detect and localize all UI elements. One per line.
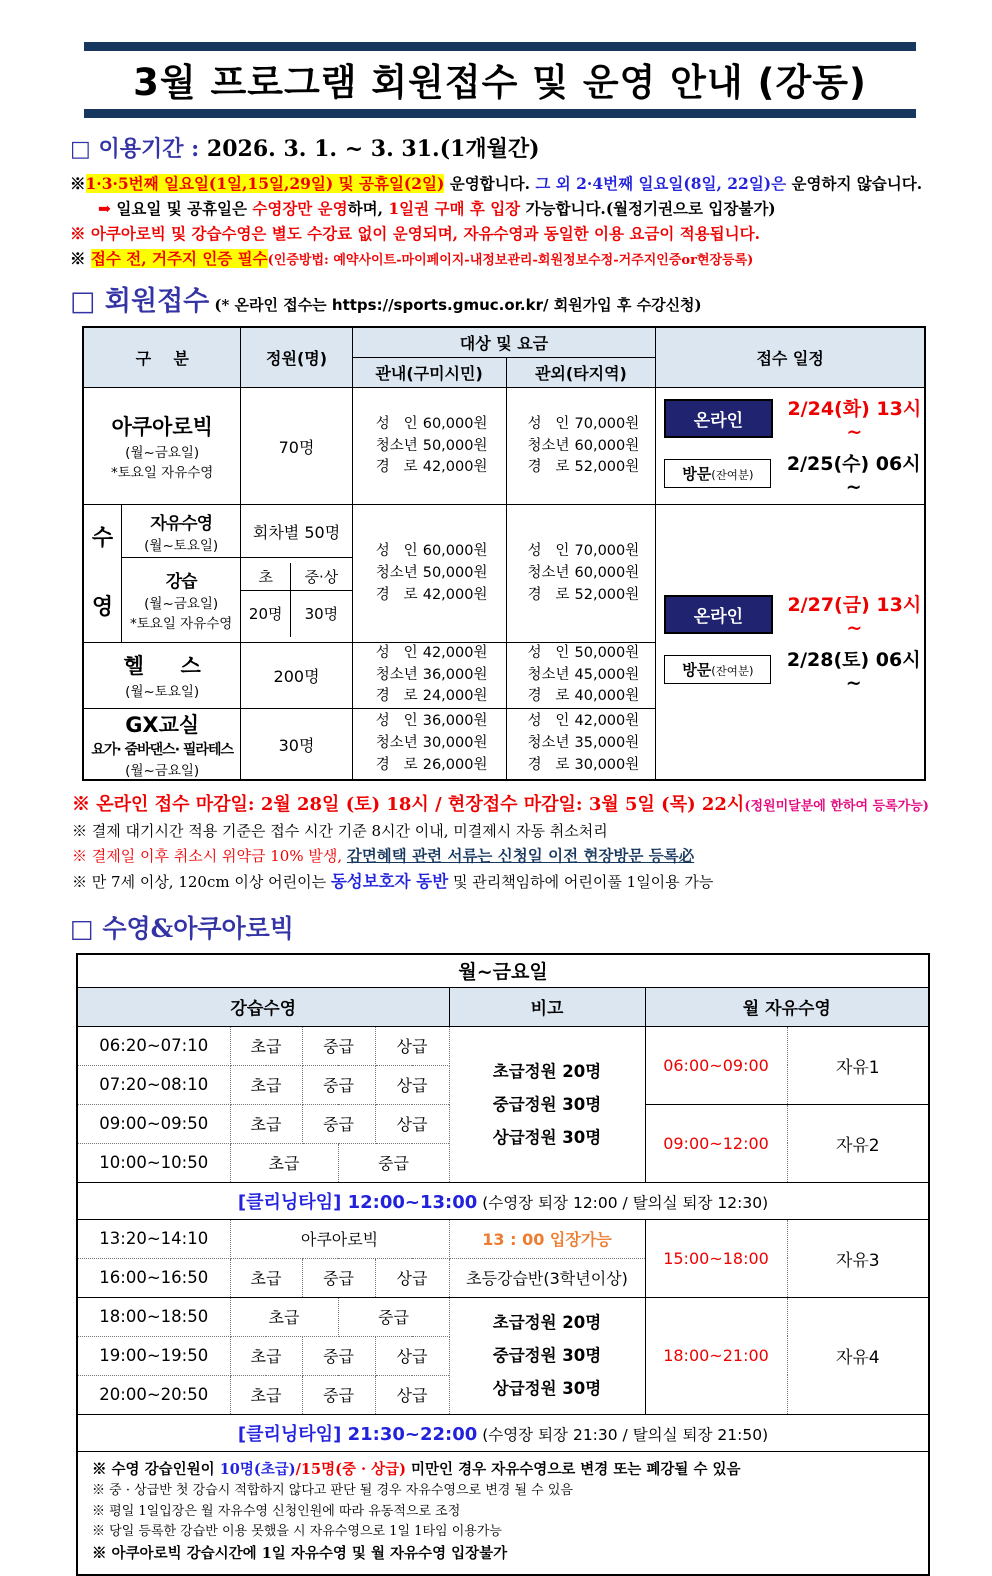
cleaning-detail: (수영장 퇴장 12:00 / 탈의실 퇴장 12:30) [477,1193,769,1212]
visit-badge [664,655,771,684]
t2-row-1800 [77,1297,929,1336]
fee-label: 경 로 [375,756,418,773]
aqua-entry-note: 13 : 00 입장가능 [449,1219,645,1258]
freeswim-capacity: 회차별 50명 [241,505,352,557]
lesson-days: (월~금요일) [144,596,219,613]
timetable-note-4: ※ 당일 등록한 강습반 이용 못했을 시 자유수영으로 1일 1타임 이용가능 [92,1523,502,1539]
notice-line-3: ※ 아쿠아로빅 및 강습수영은 별도 수강료 없이 운영되며, 자유수영과 동일한 이용 요금이 적용됩니다. [70,224,760,244]
evening-capacity-note [449,1297,645,1414]
fee-line [353,414,506,436]
level-intermediate: 중급 [302,1336,375,1375]
fee-label: 성 인 [375,415,418,432]
fee-amount: 70,000원 [574,415,640,432]
aqua-capacity: 70명 [241,388,352,505]
t2-row-0620 [77,1026,929,1065]
class-time: 16:00~16:50 [77,1258,230,1297]
t2-day-header: 월~금요일 [77,954,929,988]
reg-note-1 [72,791,930,819]
fee-label: 성 인 [527,415,570,432]
notice-1-text: 운영합니다. [444,174,531,193]
lesson-capacity-grid [241,563,351,637]
class-time: 19:00~19:50 [77,1336,230,1375]
fee-line [353,541,506,563]
fee-line [353,436,506,458]
level-beginner: 초급 [230,1143,338,1182]
free-swim-time-2: 09:00~12:00 [645,1104,787,1182]
freeswim-days: (월~토요일) [144,537,219,554]
fee-label: 경 로 [527,586,570,603]
lesson-capacity-cell [241,557,352,642]
fee-label: 청소년 [527,437,570,454]
aqua-fee-in [352,388,506,505]
level-intermediate: 중급 [302,1026,375,1065]
fee-line [507,585,656,607]
free-swim-label-2: 자유2 [787,1104,929,1182]
t1-header-gubun: 구 분 [83,327,241,388]
level-beginner: 초급 [230,1375,302,1414]
penalty-text: ※ 결제일 이후 취소시 위약금 10% 발생, [72,847,347,866]
fee-amount: 26,000원 [422,756,488,773]
class-time: 20:00~20:50 [77,1375,230,1414]
lesson-sat-note: *토요일 자유수영 [130,616,233,633]
schedule-online-row [664,394,924,443]
note1-pre: ※ 수영 강습인원이 [92,1460,220,1478]
reg-note-4 [72,869,930,895]
level-beginner: 초급 [230,1336,302,1375]
fee-line [507,436,656,458]
aqua-fee-out [506,388,656,505]
cleaning-label: [클리닝타임] 12:00~13:00 [237,1191,478,1213]
visit-badge [664,459,771,488]
visit-label: 방문 [682,661,712,680]
fee-label: 경 로 [527,688,570,705]
fee-line [353,457,506,479]
fee-label: 경 로 [375,688,418,705]
class-time: 07:20~08:10 [77,1065,230,1104]
visit-date: 2/28(토) 06시~ [786,649,921,695]
level-beginner: 초급 [230,1065,302,1104]
t1-header-schedule: 접수 일정 [656,327,925,388]
schedule-visit-row [664,645,924,694]
timetable-notes [77,1451,929,1575]
health-fee-in [352,642,506,708]
level-intermediate: 중급 [338,1297,449,1336]
fee-amount: 50,000원 [574,644,640,661]
child-note-pre: ※ 만 7세 이상, 120cm 이상 어린이는 [72,872,331,891]
fee-label: 경 로 [375,586,418,603]
timetable [76,953,930,1576]
morning-capacity-note [449,1026,645,1182]
arrow-icon: ➡ [98,199,111,219]
t2-header-row [77,987,929,1026]
notice-4-paren: (인증방법: 예약사이트-마이페이지-내정보관리-회원정보수정-거주지인증or현장등록) [267,253,754,269]
online-badge: 온라인 [664,595,772,634]
title-banner [84,42,916,118]
fee-amount: 24,000원 [422,688,488,705]
gx-days: (월~금요일) [125,763,200,780]
aqua-name: 아쿠아로빅 [111,415,213,440]
notice-4-mark: ※ [70,249,91,269]
aqua-class-cell: 아쿠아로빅 [230,1219,449,1258]
fee-amount: 50,000원 [422,437,488,454]
timetable-note-5: ※ 아쿠아로빅 강습시간에 1일 자유수영 및 월 자유수영 입장불가 [92,1544,508,1562]
gx-name: GX교실 [125,713,200,738]
member-heading-title: □ 회원접수 [70,286,210,318]
gx-classes: 요가· 줌바댄스· 필라테스 [91,742,233,759]
health-fee-out [506,642,656,708]
fee-amount: 45,000원 [574,666,640,683]
free-swim-time-1: 06:00~09:00 [645,1026,787,1104]
deadline-text: ※ 온라인 접수 마감일: 2월 28일 (토) 18시 / 현장접수 마감일: 3월 5일 (목) 22시 [72,794,745,816]
notice-2-text1: 일요일 및 공휴일은 [111,199,253,219]
fee-line [507,414,656,436]
swim-fee-out [506,505,656,642]
aqua-sat-note: *토요일 자유수영 [111,465,214,482]
discount-doc-text: 감면혜택 관련 서류는 신청일 이전 현장방문 등록必 [346,846,695,866]
t2-notes-row [77,1451,929,1575]
schedule-visit-row [664,449,924,498]
group-schedule-cell [656,505,925,780]
lesson-name: 강습 [165,572,197,593]
visit-date: 2/25(수) 06시~ [786,453,921,499]
fee-amount: 52,000원 [574,459,640,476]
usage-period-line [70,132,930,163]
fee-line [507,643,656,665]
fee-amount: 70,000원 [574,543,640,559]
swim-fee-in [352,505,506,642]
fee-line [507,755,656,777]
member-heading-sub-post: 회원가입 후 수강신청) [548,296,702,315]
fee-amount: 36,000원 [422,713,488,730]
level-advanced: 상급 [375,1026,449,1065]
cleaning-time-1 [77,1182,929,1219]
t1-header-fee-in: 관내(구미시민) [352,358,506,388]
usage-period-label: □ 이용기간 : [70,136,200,162]
fee-amount: 60,000원 [422,543,488,559]
registration-table [82,326,926,781]
banner-top-bar [84,42,916,51]
fee-label: 청소년 [527,666,570,683]
notice-line-1 [70,171,930,196]
fee-label: 성 인 [375,713,418,730]
fee-amount: 40,000원 [574,688,640,705]
fee-label: 경 로 [527,756,570,773]
page-title: 3월 프로그램 회원접수 및 운영 안내 (강동) [133,61,867,104]
class-time: 06:20~07:10 [77,1026,230,1065]
level-advanced: 상급 [375,1104,449,1143]
swim-group-label: 수영 [91,526,114,620]
fee-label: 성 인 [375,644,418,661]
capacity-note-line: 중급정원 30명 [492,1094,602,1114]
reg-note-3 [72,843,930,869]
level-beginner: 초급 [230,1104,302,1143]
free-swim-time-4: 18:00~21:00 [645,1297,787,1414]
fee-line [507,541,656,563]
level-beginner: 초급 [230,1297,338,1336]
fee-amount: 42,000원 [574,713,640,730]
fee-amount: 36,000원 [422,666,488,683]
fee-label: 청소년 [527,735,570,752]
class-time: 10:00~10:50 [77,1143,230,1182]
capacity-note-line: 초급정원 20명 [492,1313,602,1333]
online-date: 2/24(화) 13시~ [787,398,922,444]
t2-header-free: 월 자유수영 [645,987,929,1026]
level-intermediate: 중급 [302,1065,375,1104]
t1-header-fee-out: 관외(타지역) [506,358,656,388]
t1-header-row-1 [83,327,925,358]
fee-label: 성 인 [527,713,570,730]
fee-label: 경 로 [375,459,418,476]
fee-label: 청소년 [375,735,418,752]
health-program-cell [83,642,241,708]
fee-line [353,643,506,665]
fee-line [507,457,656,479]
class-time: 13:20~14:10 [77,1219,230,1258]
fee-label: 성 인 [527,644,570,661]
capacity-note-line: 초급정원 20명 [492,1061,602,1081]
notice-2-text3: 가능합니다.(월정기권으로 입장불가) [520,199,776,219]
member-heading-sub-pre: (* 온라인 접수는 [214,296,332,315]
lesson-program-cell [121,557,240,642]
class-time: 18:00~18:50 [77,1297,230,1336]
fee-line [353,686,506,708]
t1-header-capacity: 정원(명) [241,327,352,388]
visit-sublabel: (잔여분) [711,664,754,679]
fee-amount: 30,000원 [574,756,640,773]
member-section-heading [70,279,930,318]
fee-label: 성 인 [527,543,570,559]
fee-label: 성 인 [375,543,418,559]
t1-header-fee-group: 대상 및 요금 [352,327,656,358]
level-intermediate: 중급 [302,1375,375,1414]
level-beginner: 초급 [230,1026,302,1065]
fee-label: 청소년 [375,666,418,683]
visit-label: 방문 [682,465,712,484]
level-advanced: 상급 [375,1258,449,1297]
note1-blue: 10명(초급) [219,1460,296,1478]
gx-capacity: 30명 [241,709,352,781]
gx-fee-in [352,709,506,781]
capacity-note-line: 중급정원 30명 [492,1346,602,1366]
fee-amount: 30,000원 [422,735,488,752]
health-name: 헬 스 [123,654,201,679]
lesson-cap-beginner: 20명 [241,591,291,637]
fee-label: 청소년 [375,564,418,581]
lesson-level-midadv: 중·상 [291,563,352,591]
note1-post: 미만인 경우 자유수영으로 변경 또는 폐강될 수 있음 [406,1460,741,1478]
cleaning-detail: (수영장 퇴장 21:30 / 탈의실 퇴장 21:50) [477,1425,769,1444]
aqua-schedule-cell [656,388,925,505]
fee-amount: 60,000원 [422,415,488,432]
fee-label: 경 로 [527,459,570,476]
notice-line-4 [70,246,930,271]
guardian-text: 동성보호자 동반 [330,871,449,891]
t2-day-row [77,954,929,988]
timetable-note-2: ※ 중 · 상급반 첫 강습시 적합하지 않다고 판단 될 경우 자유수영으로 변경 될 수 있음 [92,1483,573,1499]
fee-amount: 50,000원 [422,564,488,581]
notice-4-highlight: 접수 전, 거주지 인증 필수 [90,249,268,269]
t2-cleaning-row-2 [77,1414,929,1451]
fee-amount: 60,000원 [574,564,640,581]
fee-line [353,585,506,607]
fee-line [507,686,656,708]
t1-row-freeswim [83,505,925,557]
fee-label: 청소년 [375,437,418,454]
fee-line [507,563,656,585]
level-advanced: 상급 [375,1065,449,1104]
registration-url: https://sports.gmuc.or.kr/ [331,296,549,315]
gx-program-cell [83,709,241,781]
capacity-note-line: 상급정원 30명 [492,1379,602,1399]
class-time: 09:00~09:50 [77,1104,230,1143]
fee-amount: 52,000원 [574,586,640,603]
level-advanced: 상급 [375,1375,449,1414]
level-intermediate: 중급 [338,1143,449,1182]
usage-period-value: 2026. 3. 1. ~ 3. 31.(1개월간) [199,136,540,162]
fee-line [353,755,506,777]
level-advanced: 상급 [375,1336,449,1375]
aqua-days: (월~금요일) [125,445,200,462]
fee-line [353,563,506,585]
fee-line [353,733,506,755]
freeswim-name: 자유수영 [150,513,213,534]
notice-1-text2: 운영하지 않습니다. [786,174,923,193]
banner-bottom-bar [84,109,916,118]
visit-sublabel: (잔여분) [711,468,754,483]
free-swim-label-4: 자유4 [787,1297,929,1414]
notice-1-highlight: 1·3·5번째 일요일(1일,15일,29일) 및 공휴일(2일) [85,174,445,193]
aqua-program-cell [83,388,241,505]
free-swim-label-3: 자유3 [787,1219,929,1297]
t2-header-lesson: 강습수영 [77,987,449,1026]
cleaning-label: [클리닝타임] 21:30~22:00 [237,1423,478,1445]
fee-amount: 42,000원 [422,644,488,661]
cleaning-time-2 [77,1414,929,1451]
registration-notes [72,791,930,895]
notice-2-text2: 하며, [347,199,389,219]
t2-header-note: 비고 [449,987,645,1026]
fee-amount: 60,000원 [574,437,640,454]
online-date: 2/27(금) 13시~ [787,594,922,640]
fee-line [353,711,506,733]
level-beginner: 초급 [230,1258,302,1297]
level-intermediate: 중급 [302,1104,375,1143]
timetable-note-3: ※ 평일 1일입장은 월 자유수영 신청인원에 따라 유동적으로 조정 [92,1503,461,1519]
swim-section-heading: □ 수영&아쿠아로빅 [70,913,294,943]
free-swim-label-1: 자유1 [787,1026,929,1104]
free-swim-time-3: 15:00~18:00 [645,1219,787,1297]
notice-2-red2: 1일권 구매 후 입장 [388,199,521,219]
notice-1-blue: 그 외 2·4번째 일요일(8일, 22일)은 [530,174,787,193]
deadline-paren: (정원미달분에 한하여 등록가능) [744,799,929,815]
fee-amount: 42,000원 [422,586,488,603]
online-badge: 온라인 [664,399,772,438]
fee-amount: 35,000원 [574,735,640,752]
t1-row-aqua [83,388,925,505]
fee-line [507,665,656,687]
timetable-note-1 [92,1459,918,1481]
lesson-cap-midadv: 30명 [304,605,339,624]
note1-red: /15명(중 · 상급) [295,1460,406,1478]
swim-group-cell [83,505,121,642]
fee-line [507,711,656,733]
health-days: (월~토요일) [125,684,200,701]
capacity-note-line: 상급정원 30명 [492,1127,602,1147]
t2-row-1320 [77,1219,929,1258]
notice-line-2 [70,196,930,221]
level-intermediate: 중급 [302,1258,375,1297]
notice-block [70,171,930,271]
elementary-class-note: 초등강습반(3학년이상) [449,1258,645,1297]
fee-line [507,733,656,755]
notice-2-red1: 수영장만 운영 [252,199,348,219]
gx-fee-out [506,709,656,781]
fee-label: 청소년 [527,564,570,581]
freeswim-program-cell [121,505,240,557]
reg-note-2: ※ 결제 대기시간 적용 기준은 접수 시간 기준 8시간 이내, 미결제시 자동 취소처리 [72,821,608,840]
schedule-online-row [664,590,924,639]
lesson-level-beginner: 초 [241,563,291,591]
t2-cleaning-row-1 [77,1182,929,1219]
health-capacity: 200명 [241,642,352,708]
fee-amount: 42,000원 [422,459,488,476]
child-note-post: 및 관리책임하에 어린이풀 1일이용 가능 [448,872,714,891]
fee-line [353,665,506,687]
notice-1-mark: ※ [70,174,86,193]
